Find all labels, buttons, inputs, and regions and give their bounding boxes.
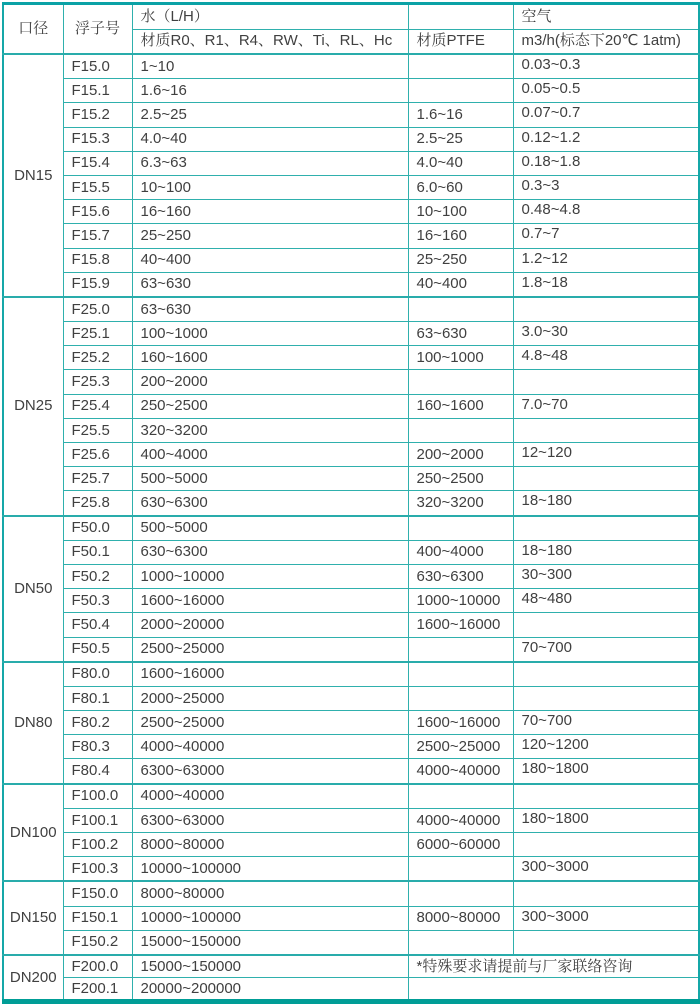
header-water-material: 材质R0、R1、R4、RW、Ti、RL、Hc: [132, 29, 408, 54]
diameter-cell: DN25: [3, 297, 63, 516]
table-row: [3, 175, 699, 199]
flowmeter-spec-table: [2, 2, 700, 1004]
water-flow-cell: 10000~100000: [132, 906, 408, 930]
ptfe-flow-cell: 10~100: [408, 200, 513, 224]
air-flow-cell: 18~180: [513, 491, 699, 516]
float-number-cell: F100.0: [63, 784, 132, 809]
diameter-cell: DN80: [3, 662, 63, 784]
table-row: [3, 54, 699, 79]
ptfe-flow-cell: 63~630: [408, 322, 513, 346]
ptfe-flow-cell: [408, 881, 513, 906]
air-flow-cell: [513, 297, 699, 322]
header-water: 水（L/H）: [132, 4, 408, 30]
table-row: [3, 735, 699, 759]
ptfe-flow-cell: [408, 516, 513, 541]
ptfe-flow-cell: [408, 637, 513, 662]
header-water-spacer: [408, 4, 513, 30]
table-row: [3, 808, 699, 832]
air-flow-cell: 18~180: [513, 540, 699, 564]
table-row: [3, 540, 699, 564]
ptfe-flow-cell: 2500~25000: [408, 735, 513, 759]
ptfe-flow-cell: [408, 54, 513, 79]
table-row: [3, 955, 699, 978]
table-row: [3, 564, 699, 588]
float-number-cell: F25.0: [63, 297, 132, 322]
float-number-cell: F15.2: [63, 103, 132, 127]
table-row: [3, 613, 699, 637]
float-number-cell: F100.3: [63, 857, 132, 882]
float-number-cell: F50.3: [63, 589, 132, 613]
water-flow-cell: 2000~25000: [132, 686, 408, 710]
table-row: [3, 833, 699, 857]
water-flow-cell: 6300~63000: [132, 808, 408, 832]
air-flow-cell: [513, 467, 699, 491]
ptfe-flow-cell: 2.5~25: [408, 127, 513, 151]
air-flow-cell: [513, 833, 699, 857]
water-flow-cell: 10~100: [132, 175, 408, 199]
air-flow-cell: 70~700: [513, 711, 699, 735]
diameter-cell: DN100: [3, 784, 63, 882]
float-number-cell: F25.2: [63, 346, 132, 370]
table-row: [3, 224, 699, 248]
float-number-cell: F200.1: [63, 978, 132, 1002]
water-flow-cell: 25~250: [132, 224, 408, 248]
spec-table-body: [3, 54, 699, 1002]
water-flow-cell: 1~10: [132, 54, 408, 79]
ptfe-flow-cell: [408, 79, 513, 103]
air-flow-cell: 180~1800: [513, 759, 699, 784]
water-flow-cell: 2.5~25: [132, 103, 408, 127]
table-row: [3, 248, 699, 272]
table-row: [3, 322, 699, 346]
air-flow-cell: 4.8~48: [513, 346, 699, 370]
table-row: [3, 906, 699, 930]
air-flow-cell: 48~480: [513, 589, 699, 613]
water-flow-cell: 4.0~40: [132, 127, 408, 151]
water-flow-cell: 1600~16000: [132, 662, 408, 687]
diameter-cell: DN50: [3, 516, 63, 662]
table-row: [3, 662, 699, 687]
float-number-cell: F15.8: [63, 248, 132, 272]
air-flow-cell: 30~300: [513, 564, 699, 588]
float-number-cell: F50.0: [63, 516, 132, 541]
water-flow-cell: 100~1000: [132, 322, 408, 346]
float-number-cell: F80.4: [63, 759, 132, 784]
air-flow-cell: 0.48~4.8: [513, 200, 699, 224]
table-row: [3, 467, 699, 491]
ptfe-flow-cell: 320~3200: [408, 491, 513, 516]
header-row-1: [3, 4, 699, 30]
header-ptfe-material: 材质PTFE: [408, 29, 513, 54]
table-row: [3, 297, 699, 322]
ptfe-flow-cell: 1000~10000: [408, 589, 513, 613]
table-row: [3, 516, 699, 541]
diameter-cell: DN200: [3, 955, 63, 1002]
water-flow-cell: 40~400: [132, 248, 408, 272]
float-number-cell: F80.2: [63, 711, 132, 735]
float-number-cell: F80.1: [63, 686, 132, 710]
water-flow-cell: 250~2500: [132, 394, 408, 418]
air-flow-cell: [513, 930, 699, 955]
air-flow-cell: 12~120: [513, 443, 699, 467]
float-number-cell: F15.7: [63, 224, 132, 248]
ptfe-flow-cell: 250~2500: [408, 467, 513, 491]
float-number-cell: F15.4: [63, 151, 132, 175]
float-number-cell: F80.0: [63, 662, 132, 687]
air-flow-cell: 300~3000: [513, 906, 699, 930]
table-row: [3, 978, 699, 1002]
water-flow-cell: 2000~20000: [132, 613, 408, 637]
header-air: 空气: [513, 4, 699, 30]
water-flow-cell: 1600~16000: [132, 589, 408, 613]
float-number-cell: F25.4: [63, 394, 132, 418]
ptfe-flow-cell: [408, 418, 513, 442]
table-row: [3, 103, 699, 127]
header-float-no: 浮子号: [63, 4, 132, 55]
ptfe-flow-cell: 1600~16000: [408, 613, 513, 637]
header-diameter: 口径: [3, 4, 63, 55]
air-flow-cell: 0.05~0.5: [513, 79, 699, 103]
table-row: [3, 589, 699, 613]
header-air-unit: m3/h(标态下20℃ 1atm): [513, 29, 699, 54]
ptfe-flow-cell: 630~6300: [408, 564, 513, 588]
water-flow-cell: 200~2000: [132, 370, 408, 394]
air-flow-cell: [513, 662, 699, 687]
table-row: [3, 151, 699, 175]
ptfe-flow-cell: 160~1600: [408, 394, 513, 418]
table-row: [3, 79, 699, 103]
table-row: [3, 394, 699, 418]
water-flow-cell: 160~1600: [132, 346, 408, 370]
water-flow-cell: 15000~150000: [132, 930, 408, 955]
ptfe-flow-cell: [408, 686, 513, 710]
float-number-cell: F25.1: [63, 322, 132, 346]
ptfe-flow-cell: 400~4000: [408, 540, 513, 564]
ptfe-flow-cell: 200~2000: [408, 443, 513, 467]
float-number-cell: F80.3: [63, 735, 132, 759]
air-flow-cell: 0.7~7: [513, 224, 699, 248]
float-number-cell: F25.3: [63, 370, 132, 394]
water-flow-cell: 4000~40000: [132, 735, 408, 759]
float-number-cell: F150.2: [63, 930, 132, 955]
table-row: [3, 418, 699, 442]
float-number-cell: F15.6: [63, 200, 132, 224]
table-row: [3, 711, 699, 735]
ptfe-flow-cell: 6000~60000: [408, 833, 513, 857]
float-number-cell: F25.8: [63, 491, 132, 516]
empty-span-cell: [408, 978, 699, 1002]
table-row: [3, 370, 699, 394]
ptfe-flow-cell: [408, 662, 513, 687]
diameter-cell: DN150: [3, 881, 63, 955]
water-flow-cell: 630~6300: [132, 540, 408, 564]
float-number-cell: F200.0: [63, 955, 132, 978]
float-number-cell: F50.5: [63, 637, 132, 662]
float-number-cell: F15.9: [63, 272, 132, 297]
ptfe-flow-cell: [408, 930, 513, 955]
air-flow-cell: [513, 418, 699, 442]
air-flow-cell: 7.0~70: [513, 394, 699, 418]
float-number-cell: F15.1: [63, 79, 132, 103]
water-flow-cell: 2500~25000: [132, 711, 408, 735]
water-flow-cell: 400~4000: [132, 443, 408, 467]
water-flow-cell: 8000~80000: [132, 833, 408, 857]
float-number-cell: F50.1: [63, 540, 132, 564]
water-flow-cell: 500~5000: [132, 467, 408, 491]
ptfe-flow-cell: 8000~80000: [408, 906, 513, 930]
water-flow-cell: 320~3200: [132, 418, 408, 442]
float-number-cell: F100.2: [63, 833, 132, 857]
air-flow-cell: [513, 613, 699, 637]
diameter-cell: DN15: [3, 54, 63, 297]
air-flow-cell: [513, 686, 699, 710]
float-number-cell: F150.0: [63, 881, 132, 906]
water-flow-cell: 630~6300: [132, 491, 408, 516]
air-flow-cell: 0.18~1.8: [513, 151, 699, 175]
table-row: [3, 686, 699, 710]
float-number-cell: F100.1: [63, 808, 132, 832]
air-flow-cell: 0.03~0.3: [513, 54, 699, 79]
water-flow-cell: 63~630: [132, 297, 408, 322]
ptfe-flow-cell: 1.6~16: [408, 103, 513, 127]
water-flow-cell: 20000~200000: [132, 978, 408, 1002]
air-flow-cell: [513, 784, 699, 809]
table-row: [3, 443, 699, 467]
ptfe-flow-cell: [408, 857, 513, 882]
table-row: [3, 127, 699, 151]
water-flow-cell: 15000~150000: [132, 955, 408, 978]
ptfe-flow-cell: 25~250: [408, 248, 513, 272]
float-number-cell: F15.3: [63, 127, 132, 151]
table-row: [3, 930, 699, 955]
float-number-cell: F15.5: [63, 175, 132, 199]
water-flow-cell: 6.3~63: [132, 151, 408, 175]
air-flow-cell: 3.0~30: [513, 322, 699, 346]
water-flow-cell: 10000~100000: [132, 857, 408, 882]
ptfe-flow-cell: [408, 784, 513, 809]
float-number-cell: F50.2: [63, 564, 132, 588]
ptfe-flow-cell: 40~400: [408, 272, 513, 297]
air-flow-cell: 0.07~0.7: [513, 103, 699, 127]
float-number-cell: F25.5: [63, 418, 132, 442]
air-flow-cell: 180~1800: [513, 808, 699, 832]
air-flow-cell: [513, 881, 699, 906]
water-flow-cell: 1.6~16: [132, 79, 408, 103]
table-row: [3, 346, 699, 370]
float-number-cell: F150.1: [63, 906, 132, 930]
water-flow-cell: 63~630: [132, 272, 408, 297]
ptfe-flow-cell: 4000~40000: [408, 808, 513, 832]
table-row: [3, 784, 699, 809]
table-row: [3, 881, 699, 906]
water-flow-cell: 4000~40000: [132, 784, 408, 809]
air-flow-cell: 1.2~12: [513, 248, 699, 272]
ptfe-flow-cell: 1600~16000: [408, 711, 513, 735]
water-flow-cell: 8000~80000: [132, 881, 408, 906]
air-flow-cell: 0.3~3: [513, 175, 699, 199]
table-row: [3, 857, 699, 882]
table-row: [3, 491, 699, 516]
table-row: [3, 200, 699, 224]
water-flow-cell: 2500~25000: [132, 637, 408, 662]
ptfe-flow-cell: 4.0~40: [408, 151, 513, 175]
water-flow-cell: 500~5000: [132, 516, 408, 541]
ptfe-flow-cell: 16~160: [408, 224, 513, 248]
ptfe-flow-cell: [408, 297, 513, 322]
ptfe-flow-cell: [408, 370, 513, 394]
air-flow-cell: 1.8~18: [513, 272, 699, 297]
ptfe-flow-cell: 4000~40000: [408, 759, 513, 784]
air-flow-cell: 0.12~1.2: [513, 127, 699, 151]
air-flow-cell: [513, 370, 699, 394]
table-header: [3, 4, 699, 55]
air-flow-cell: 300~3000: [513, 857, 699, 882]
table-row: [3, 272, 699, 297]
air-flow-cell: 120~1200: [513, 735, 699, 759]
air-flow-cell: 70~700: [513, 637, 699, 662]
float-number-cell: F15.0: [63, 54, 132, 79]
float-number-cell: F25.7: [63, 467, 132, 491]
water-flow-cell: 16~160: [132, 200, 408, 224]
water-flow-cell: 1000~10000: [132, 564, 408, 588]
note-cell: *特殊要求请提前与厂家联络咨询: [408, 955, 699, 978]
air-flow-cell: [513, 516, 699, 541]
water-flow-cell: 6300~63000: [132, 759, 408, 784]
table-row: [3, 637, 699, 662]
float-number-cell: F25.6: [63, 443, 132, 467]
float-number-cell: F50.4: [63, 613, 132, 637]
ptfe-flow-cell: 6.0~60: [408, 175, 513, 199]
ptfe-flow-cell: 100~1000: [408, 346, 513, 370]
table-row: [3, 759, 699, 784]
